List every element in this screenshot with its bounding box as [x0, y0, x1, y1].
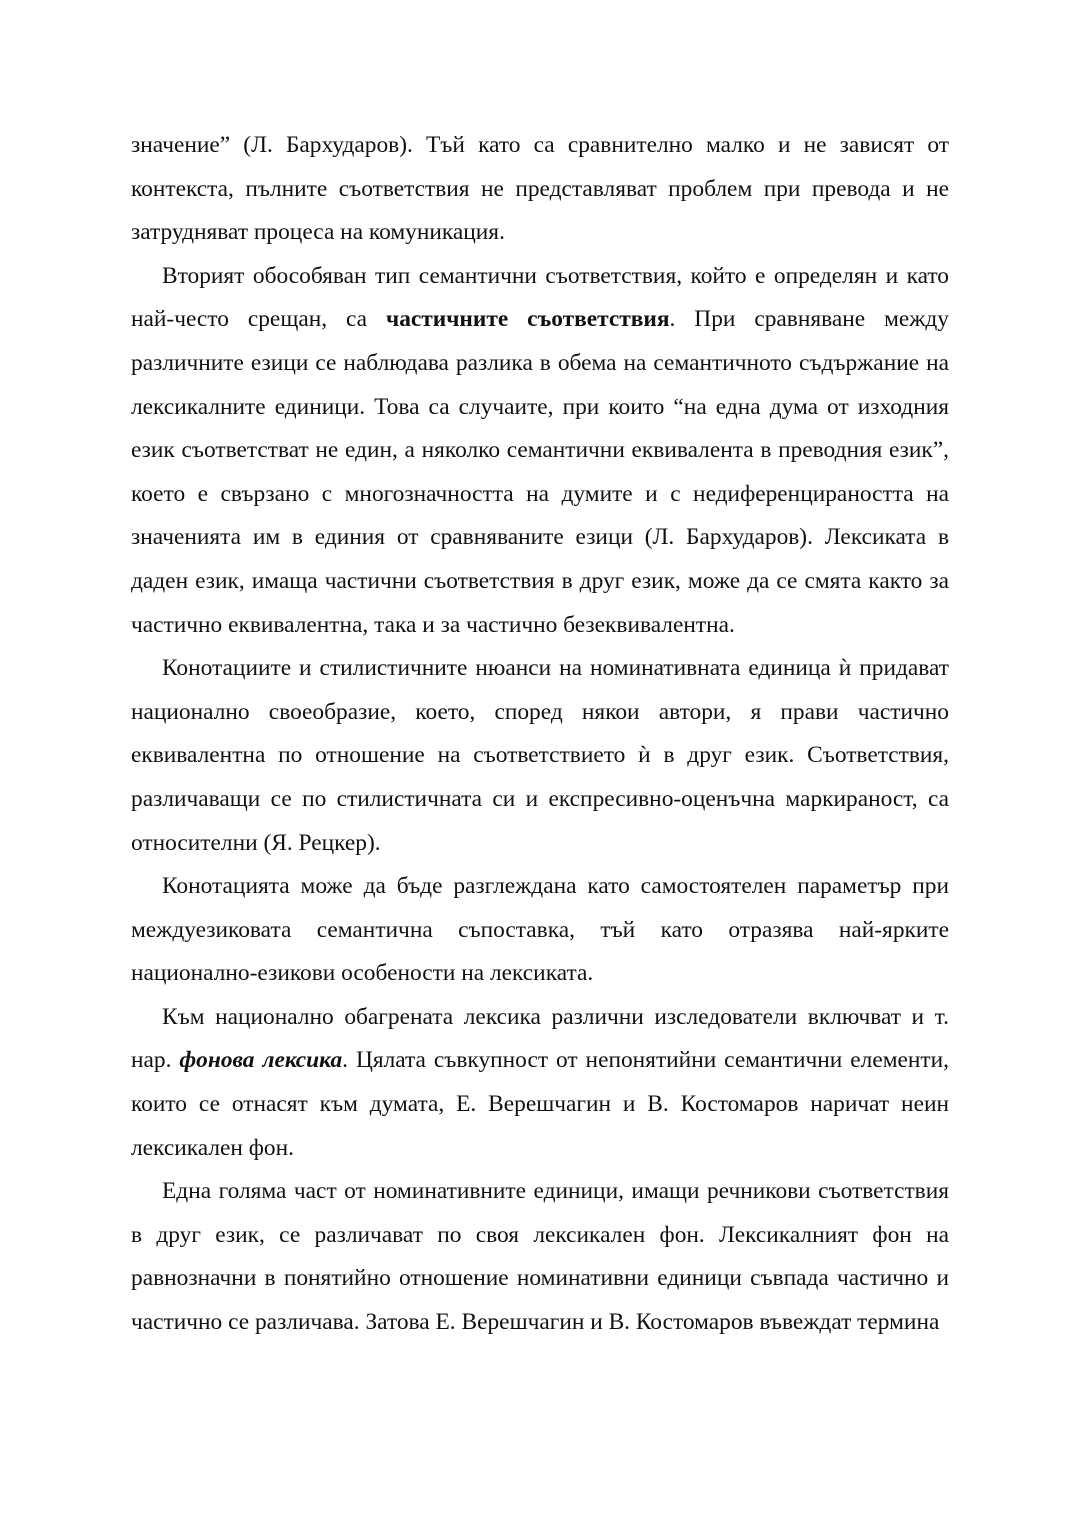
- paragraph-2-text-end: . При сравняване между различните езици се наблюдава разлика в обема на семантичното съдържание на лексикалните единици. Това са случаите, при които “на една дума от изходния език съответстват не един, а няколко семантични еквивалента в преводния език”, което е свързано с многозначността на думите и с недиференцираността на значенията им в единия от сравняваните езици (Л. Бархударов). Лексиката в даден език, имаща частични съответствия в друг език, може да се смята както за частично еквивалентна, така и за частично безеквивалентна.: [131, 306, 950, 638]
- paragraph-3: [131, 647, 949, 865]
- document-page: [131, 124, 949, 1345]
- paragraph-3-text: Конотациите и стилистичните нюанси на номинативната единица ѝ придават национално своеобразие, което, според някои автори, я прави частично еквивалентна по отношение на съответствието ѝ в друг език. Съответствия, различаващи се по стилистичната си и експресивно-оценъчна маркираност, са относителни (Я. Рецкер).: [131, 655, 949, 856]
- paragraph-4: [131, 865, 949, 996]
- paragraph-6-text: Една голяма част от номинативните единици, имащи речникови съответствия в друг език, се различават по своя лексикален фон. Лексикалният фон на равнозначни в понятийно отношение номинативни единици съвпада частично и частично се различава. Затова Е. Верешчагин и В. Костомаров въвеждат термина: [131, 1178, 949, 1336]
- paragraph-2-text-start: Вторият обособяван тип семантични съответствия, който е определян и като най-често срещан, са: [131, 262, 949, 333]
- paragraph-5: [131, 996, 949, 1170]
- term-background-lexicon: фонова лексика: [179, 1047, 343, 1074]
- paragraph-1: [131, 124, 949, 255]
- paragraph-1-text: значение” (Л. Бархударов). Тъй като са сравнително малко и не зависят от контекста, пълните съответствия не представляват проблем при превода и не затрудняват процеса на комуникация.: [131, 132, 949, 246]
- paragraph-5-text-start: Към национално обагрената лексика различни изследователи включват и т. нар.: [131, 1003, 949, 1074]
- paragraph-2: [131, 255, 949, 647]
- paragraph-4-text: Конотацията може да бъде разглеждана като самостоятелен параметър при междуезиковата семантична съпоставка, тъй като отразява най-ярките национално-езикови особености на лексиката.: [131, 873, 949, 987]
- paragraph-6: [131, 1170, 949, 1344]
- paragraph-5-text-end: . Цялата съвкупност от непонятийни семантични елементи, които се отнасят към думата, Е. Верешчагин и В. Костомаров наричат неин лексикален фон.: [131, 1047, 949, 1161]
- term-partial-correspondences: частичните съответствия: [386, 306, 670, 333]
